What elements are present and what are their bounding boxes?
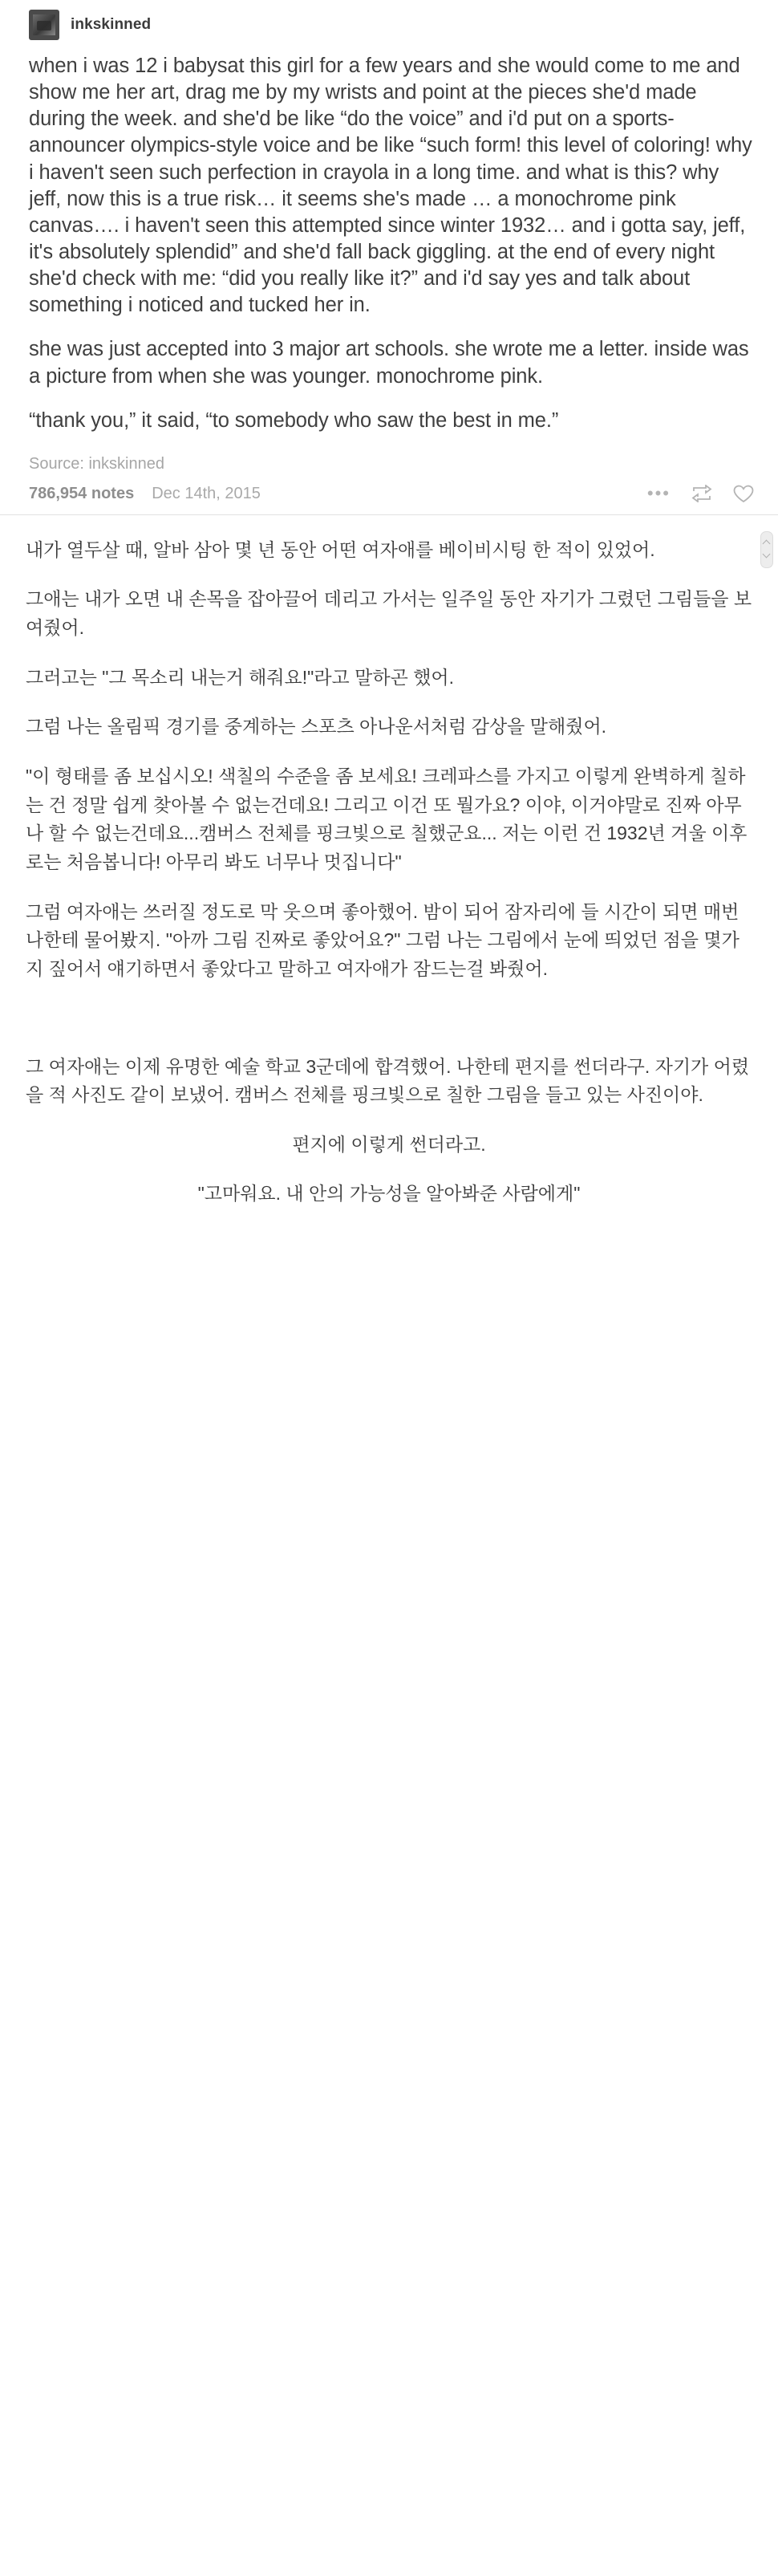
translation-paragraph: 그 여자애는 이제 유명한 예술 학교 3군데에 합격했어. 나한테 편지를 썬더라구. 자기가 어렸을 적 사진도 같이 보냈어. 캠버스 전체를 핑크빛으로 칠한 그림을 들고 있는 사진이야. xyxy=(26,1055,750,1106)
ellipsis-icon[interactable]: ••• xyxy=(646,483,671,504)
blog-name[interactable]: inkskinned xyxy=(71,16,152,33)
spacer xyxy=(26,1005,752,1053)
post-paragraph: when i was 12 i babysat this girl for a few years and she would come to me and show me her art, drag me by my wrists and point at the pieces she'd made during the week. and she'd be like “do the voice” and i'd put on a sports-announcer olympics-style voice and be like “such form! this level of coloring! why i haven't seen such perfection in crayola in a long time. and what is this? why jeff, now this is a true risk… it seems she's made … a monochrome pink canvas…. i haven't seen this attempted since winter 1932… and i gotta say, jeff, it's absolutely splendid” and she'd fall back giggling. at the end of every night she'd check with me: “did you really like it?” and i'd say yes and talk about something i noticed and tucked her in. xyxy=(29,55,752,317)
notes-count[interactable]: 786,954 notes xyxy=(29,484,135,502)
post-actions xyxy=(647,485,754,503)
translation-block xyxy=(0,515,778,1262)
post-paragraph: she was just accepted into 3 major art schools. she wrote me a letter. inside was a picture from when she was younger. monochrome pink. xyxy=(29,338,749,388)
scroll-thumb-icon[interactable] xyxy=(760,531,773,568)
translation-paragraph: 내가 열두살 때, 알바 삼아 몇 년 동안 어떤 여자애를 베이비시팅 한 적이 있었어. xyxy=(26,538,655,560)
translation-paragraph: 그애는 내가 오면 내 손목을 잡아끌어 데리고 가서는 일주일 동안 자기가 그렸던 그림들을 보여줬어. xyxy=(26,588,752,639)
heart-icon[interactable] xyxy=(733,485,754,503)
post-paragraph: “thank you,” it said, “to somebody who saw the best in me.” xyxy=(29,408,559,432)
post-body xyxy=(0,53,778,434)
translation-paragraph: 그럼 나는 올림픽 경기를 중계하는 스포츠 아나운서처럼 감상을 말해줬어. xyxy=(26,716,607,737)
translation-paragraph: "고마워요. 내 안의 가능성을 알아봐준 사람에게" xyxy=(197,1183,581,1205)
translation-paragraph: 편지에 이렇게 썬더라고. xyxy=(292,1133,486,1155)
translation-paragraph: "이 형태를 좀 보십시오! 색칠의 수준을 좀 보세요! 크레파스를 가지고 이렇게 완벽하게 칠하는 건 정말 쉽게 찾아볼 수 없는건데요! 그리고 이건 또 뭘가요? 이야, 이거야말로 진짜 아무나 할 수 없는건데요...캠버스 전체를 핑크빛으로 칠했군요... 저는 이런 건 1932년 겨울 이후로는 처음봅니다! 아무리 봐도 너무나 멋집니다" xyxy=(26,766,748,872)
translation-paragraph: 그럼 여자애는 쓰러질 정도로 막 웃으며 좋아했어. 밤이 되어 잠자리에 들 시간이 되면 매번 나한테 물어봤지. "아까 그림 진짜로 좋았어요?" 그럼 나는 그림에서 눈에 띄었던 점을 몇가지 짚어서 얘기하면서 좋았다고 말하고 여자애가 잠드는걸 봐줬어. xyxy=(26,900,740,979)
post-meta-bar xyxy=(0,481,778,515)
avatar[interactable] xyxy=(29,10,59,40)
post-source[interactable]: Source: inkskinned xyxy=(29,454,164,473)
reblog-icon[interactable] xyxy=(691,485,712,502)
post-header xyxy=(0,0,778,48)
translation-paragraph: 그러고는 "그 목소리 내는거 해줘요!"라고 말하곤 했어. xyxy=(26,666,455,688)
post-date: Dec 14th, 2015 xyxy=(152,484,261,502)
